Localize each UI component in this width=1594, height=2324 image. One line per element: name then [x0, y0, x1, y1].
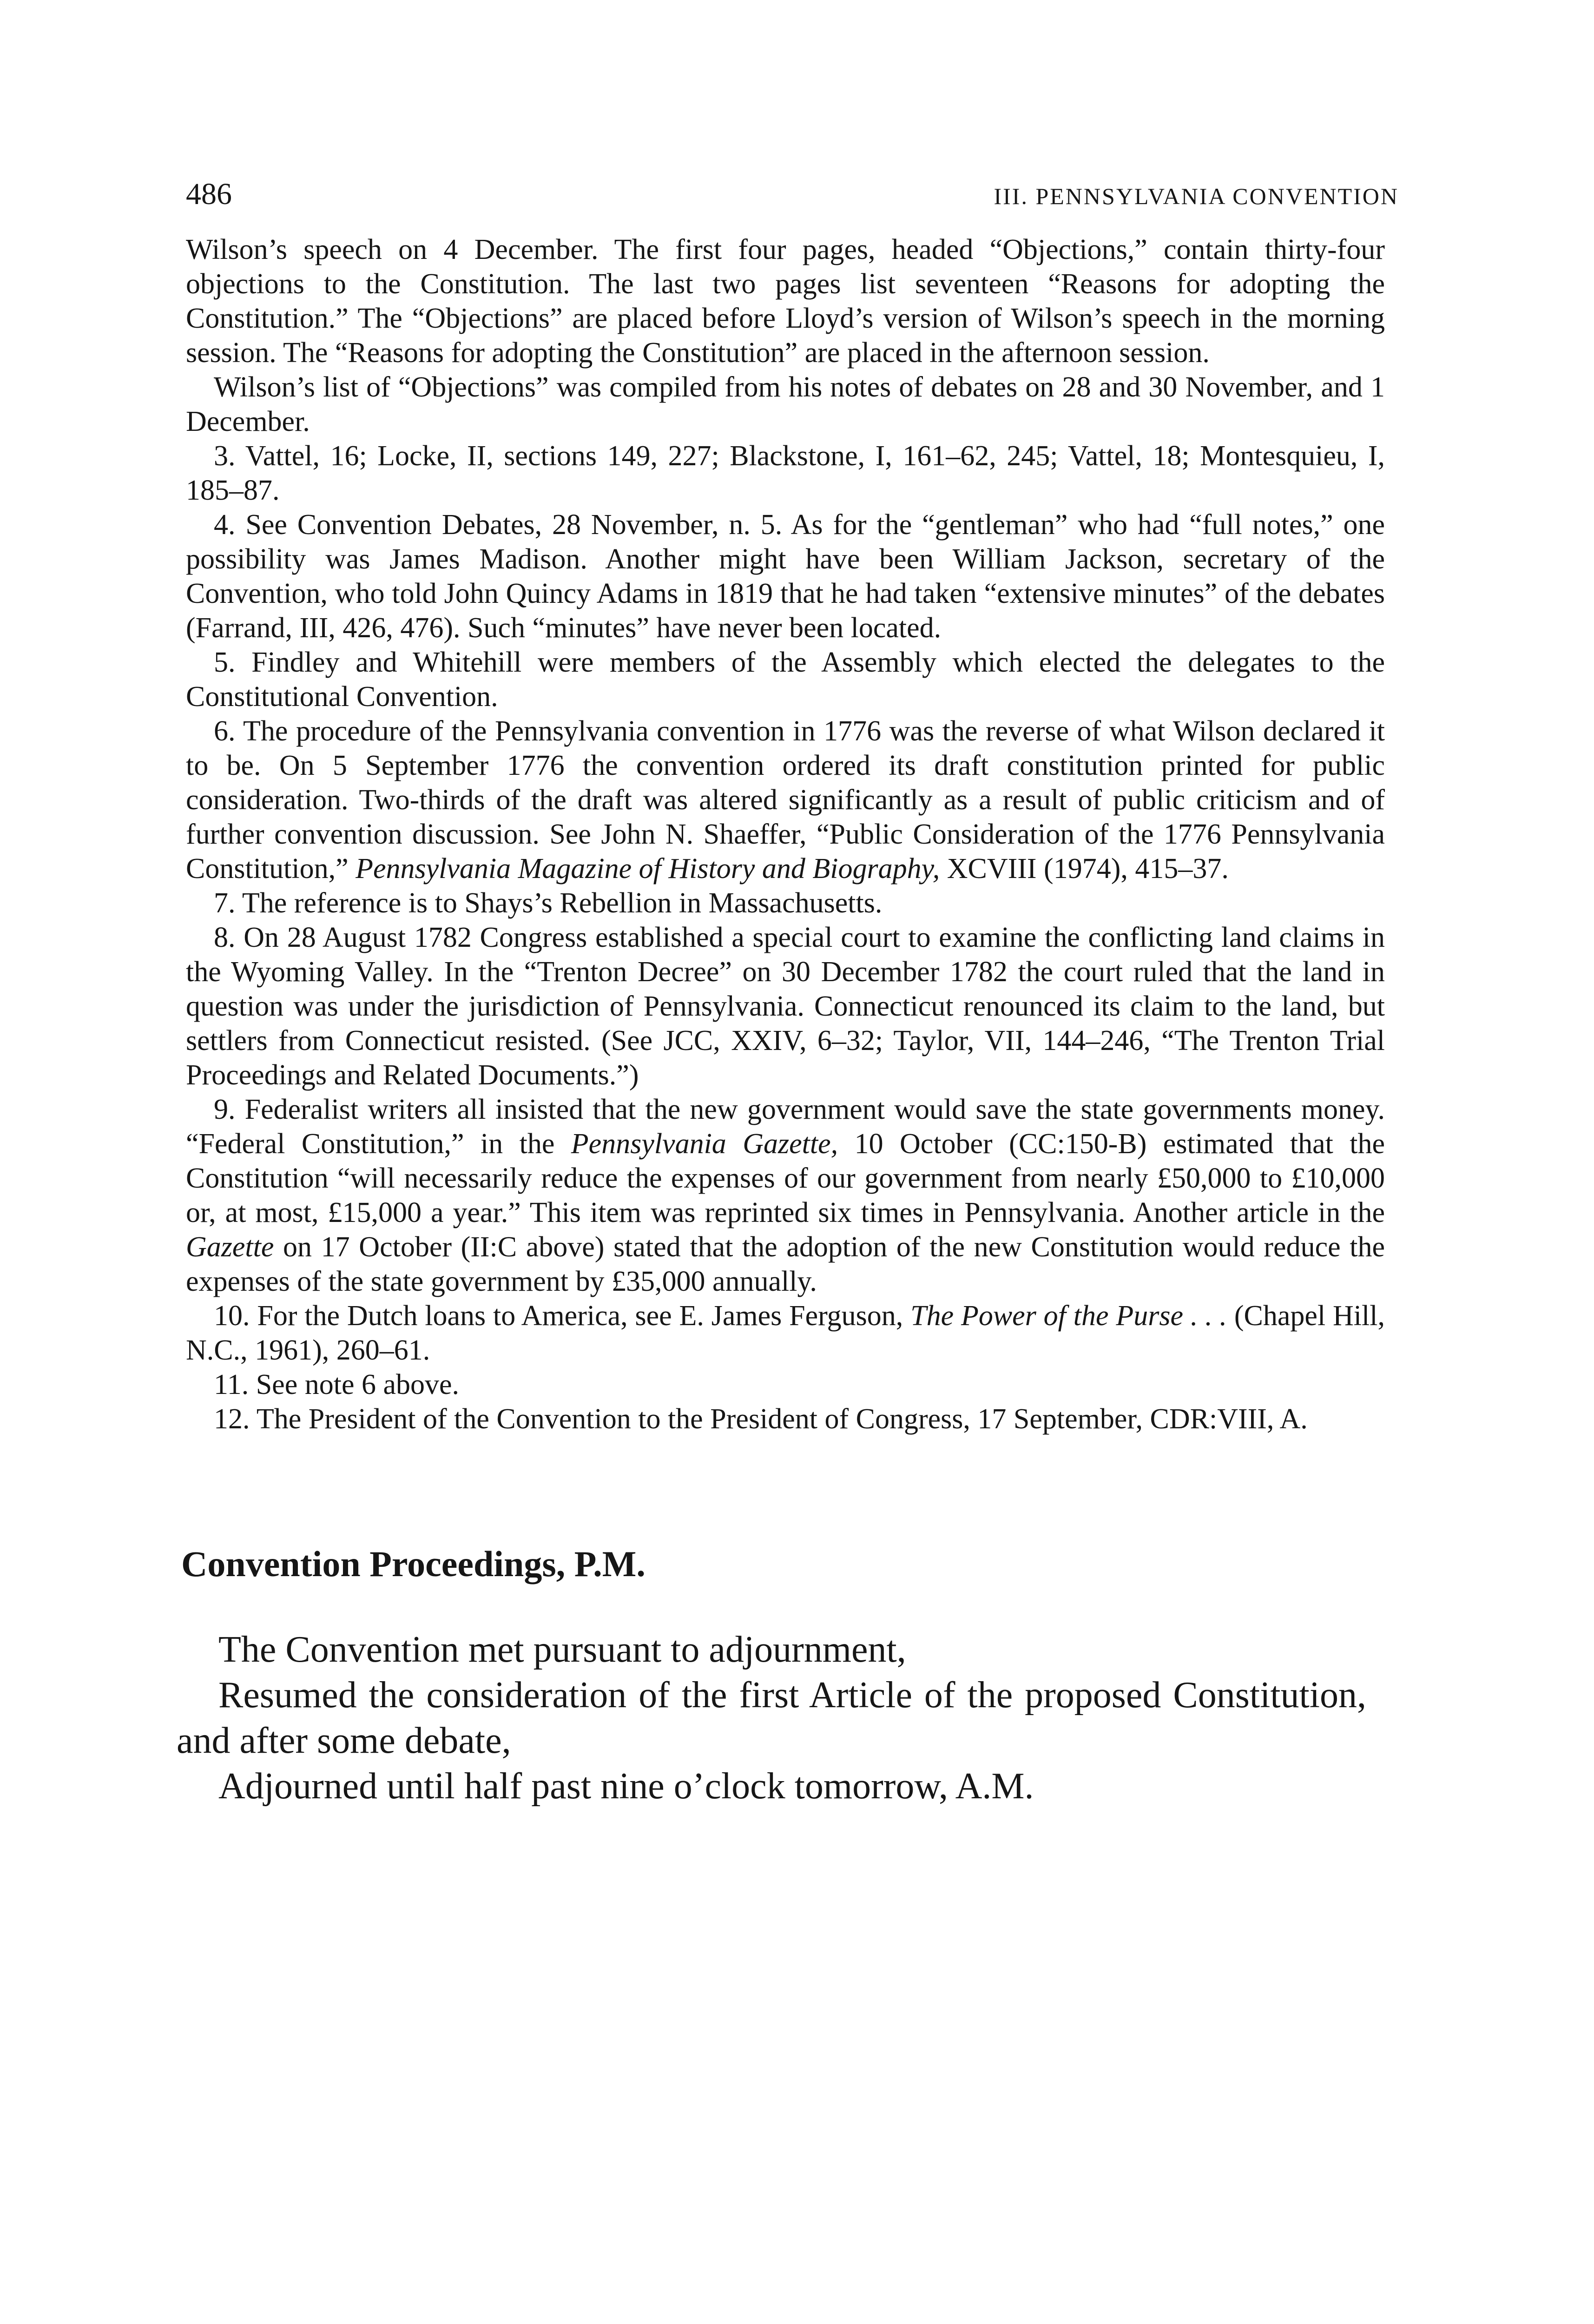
note-9: [186, 1092, 1385, 1299]
endnotes: [186, 232, 1385, 1436]
note-text: (Chapel Hill, N.C., 1961), 260–61.: [186, 1300, 1385, 1366]
note-text: XCVIII (1974), 415–37.: [940, 853, 1229, 885]
note-6: [186, 714, 1385, 886]
note-2-continued: [186, 232, 1385, 370]
note-text: 8. On 28 August 1782 Congress established a special court to examine the conflicting land claims in the Wyoming Valley. In the “Trenton Decree” on 30 December 1782 the court ruled that the land in question was under the jurisdiction of Pennsylvania. Connecticut renounced its claim to the land, but settlers from Connecticut resisted. (See JCC, XXIV, 6–32; Taylor, VII, 144–246, “The Trenton Trial Proceedings and Related Documents.”): [186, 922, 1385, 1091]
note-text: 3. Vattel, 16; Locke, II, sections 149, 227; Blackstone, I, 161–62, 245; Vattel, 18; Montesquieu, I, 185–87.: [186, 440, 1385, 506]
proceedings-body: [177, 1627, 1366, 1809]
note-text: 5. Findley and Whitehill were members of the Assembly which elected the delegates to the Constitutional Convention.: [186, 647, 1385, 713]
note-text: 7. The reference is to Shays’s Rebellion in Massachusetts.: [214, 887, 883, 919]
note-text: Wilson’s speech on 4 December. The first four pages, headed “Objections,” contain thirty-four objections to the Constitution. The last two pages list seventeen “Reasons for adopting the Constitution.” The “Objections” are placed before Lloyd’s version of Wilson’s speech in the morning session. The “Reasons for adopting the Constitution” are placed in the afternoon session.: [186, 234, 1385, 369]
note-text: 11. See note 6 above.: [214, 1369, 459, 1400]
note-11: [186, 1367, 1385, 1402]
journal-title: Pennsylvania Magazine of History and Biography,: [356, 853, 940, 885]
note-text: 10. For the Dutch loans to America, see E. James Ferguson,: [214, 1300, 911, 1332]
document-page: [177, 177, 1399, 1809]
note-10: [186, 1299, 1385, 1367]
note-text: 6. The procedure of the Pennsylvania convention in 1776 was the reverse of what Wilson declared it to be. On 5 September 1776 the convention ordered its draft constitution printed for public consideration. Two-thirds of the draft was altered significantly as a result of public criticism and of further convention discussion. See John N. Shaeffer, “Public Consideration of the 1776 Pennsylvania Constitution,”: [186, 715, 1385, 885]
note-text: on 17 October (II:C above) stated that the adoption of the new Constitution would reduce the expenses of the state government by £35,000 annually.: [186, 1231, 1385, 1297]
note-text: 10 October (CC:150-B) estimated that the Constitution “will necessarily reduce the expenses of our government from nearly £50,000 to £10,000 or, at most, £15,000 a year.” This item was reprinted six times in Pennsylvania. Another article in the: [186, 1128, 1385, 1228]
proceedings-paragraph: The Convention met pursuant to adjournment,: [218, 1629, 906, 1670]
section-heading: Convention Proceedings, P.M.: [181, 1544, 646, 1584]
note-5: [186, 645, 1385, 714]
note-7: [186, 886, 1385, 920]
note-8: [186, 920, 1385, 1092]
page-number: 486: [186, 177, 232, 211]
newspaper-title: Gazette: [186, 1231, 274, 1263]
newspaper-title: Pennsylvania Gazette,: [571, 1128, 838, 1160]
note-text: Wilson’s list of “Objections” was compiled from his notes of debates on 28 and 30 November, and 1 December.: [186, 371, 1385, 437]
note-3: [186, 439, 1385, 508]
note-text: 12. The President of the Convention to the President of Congress, 17 September, CDR:VIII, A.: [214, 1403, 1308, 1435]
page-header: [186, 177, 1399, 232]
proceedings-paragraph: Adjourned until half past nine o’clock tomorrow, A.M.: [218, 1766, 1034, 1807]
running-head: III. PENNSYLVANIA CONVENTION: [994, 183, 1399, 209]
note-12: [186, 1402, 1385, 1436]
note-text: 9. Federalist writers all insisted that the new government would save the state governments money. “Federal Constitution,” in the: [186, 1094, 1385, 1160]
note-text: 4. See Convention Debates, 28 November, n. 5. As for the “gentleman” who had “full notes,” one possibility was James Madison. Another might have been William Jackson, secretary of the Convention, who told John Quincy Adams in 1819 that he had taken “extensive minutes” of the debates (Farrand, III, 426, 476). Such “minutes” have never been located.: [186, 509, 1385, 644]
book-title: The Power of the Purse . . .: [910, 1300, 1227, 1332]
note-4: [186, 508, 1385, 645]
note-2-paragraph: [186, 370, 1385, 439]
proceedings-paragraph: Resumed the consideration of the first Article of the proposed Constitution, and after some debate,: [177, 1675, 1366, 1761]
